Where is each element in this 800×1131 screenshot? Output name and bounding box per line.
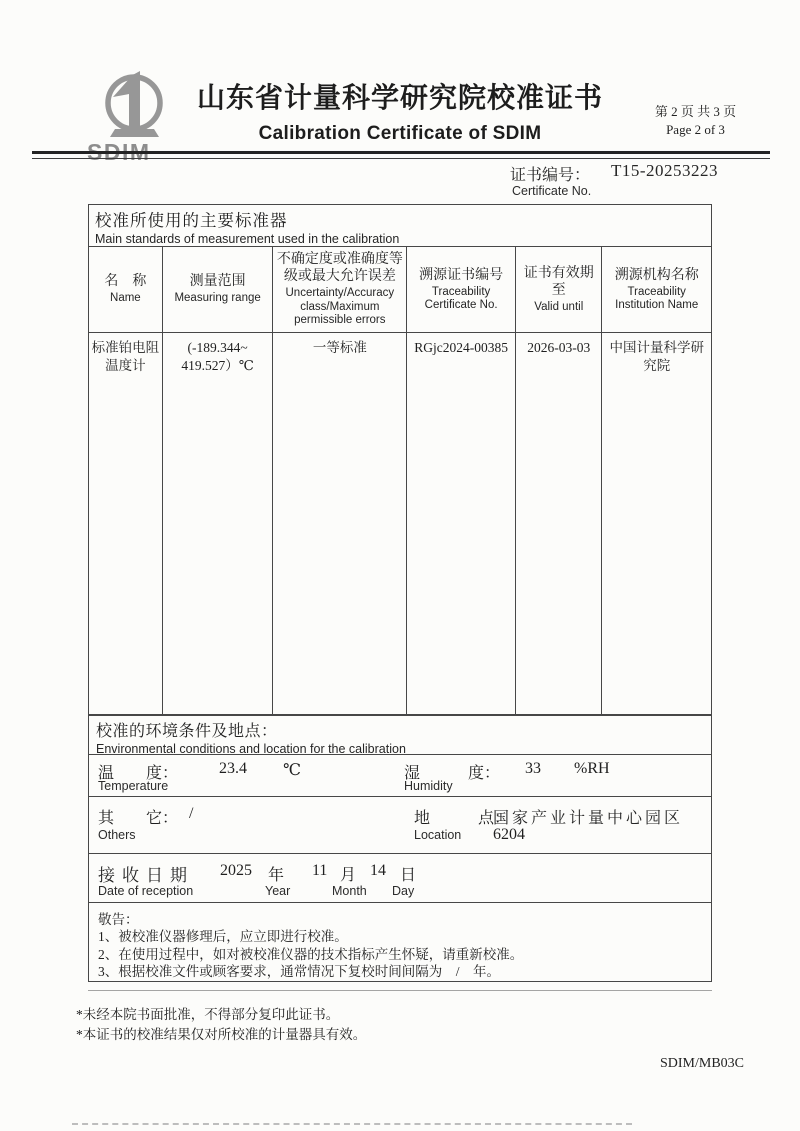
cell-institution: 中国计量科学研究院 bbox=[601, 333, 710, 715]
temperature-label-cn: 温 度： bbox=[98, 765, 179, 782]
column-header-measuring-range: 测量范围 Measuring range bbox=[162, 247, 273, 332]
header-double-rule bbox=[32, 151, 770, 159]
temperature-label-en: Temperature bbox=[98, 779, 169, 793]
standards-table-header-row bbox=[89, 247, 711, 333]
title-english: Calibration Certificate of SDIM bbox=[258, 123, 542, 144]
cell-uncertainty: 一等标准 bbox=[272, 333, 406, 715]
scan-artifact-line bbox=[72, 1123, 632, 1125]
certificate-no-label-en: Certificate No. bbox=[512, 184, 592, 198]
humidity-label-en: Humidity bbox=[404, 779, 453, 793]
document-code: SDIM/MB03C bbox=[660, 1056, 745, 1071]
column-header-uncertainty: 不确定度或准确度等级或最大允许误差 Uncertainty/Accuracy class/Maximum permissible errors bbox=[272, 247, 406, 332]
column-header-traceability-no: 溯源证书编号 Traceability Certificate No. bbox=[406, 247, 515, 332]
cell-valid-until: 2026-03-03 bbox=[515, 333, 601, 715]
location-label-en: Location bbox=[414, 828, 462, 842]
temperature-humidity-row bbox=[88, 754, 712, 797]
certificate-no-value: T15-20253223 bbox=[611, 161, 719, 180]
location-value-line2: 6204 bbox=[493, 826, 525, 843]
reception-month-en: Month bbox=[332, 884, 367, 898]
reception-day-en: Day bbox=[392, 884, 415, 898]
others-label-en: Others bbox=[98, 828, 136, 842]
cell-standard-name: 标准铂电阻温度计 bbox=[91, 340, 160, 373]
environment-title-en: Environmental conditions and location for the calibration bbox=[96, 742, 406, 756]
notice-item-3: 3、根据校准文件或顾客要求，通常情况下复校时间间隔为 / 年。 bbox=[98, 964, 500, 979]
title-chinese: 山东省计量科学研究院校准证书 bbox=[196, 83, 603, 114]
logo-text: SDIM bbox=[87, 139, 151, 164]
reception-month-value: 11 bbox=[312, 862, 328, 879]
environment-title-cn: 校准的环境条件及地点： bbox=[96, 723, 278, 740]
others-value: / bbox=[189, 805, 194, 822]
humidity-label-cn: 湿 度： bbox=[404, 765, 501, 782]
notice-title: 敬告： bbox=[98, 912, 139, 927]
standards-table-data-row bbox=[89, 333, 711, 715]
page-number-block bbox=[633, 103, 758, 139]
footnote-2: *本证书的校准结果仅对所校准的计量器具有效。 bbox=[76, 1027, 367, 1042]
standards-table-title-en: Main standards of measurement used in the calibration bbox=[95, 232, 400, 246]
reception-day-cn: 日 bbox=[400, 867, 417, 884]
temperature-value: 23.4 bbox=[219, 760, 247, 777]
certificate-no-label-cn: 证书编号： bbox=[510, 167, 591, 184]
standards-table bbox=[88, 204, 712, 716]
reception-year-en: Year bbox=[265, 884, 291, 898]
others-location-row bbox=[88, 796, 712, 854]
footnotes bbox=[76, 1005, 366, 1045]
cell-measuring-range: (-189.344~ 419.527）℃ bbox=[162, 333, 273, 715]
footnote-1: *未经本院书面批准，不得部分复印此证书。 bbox=[76, 1007, 340, 1022]
reception-date-row bbox=[88, 853, 712, 903]
column-header-valid-until: 证书有效期至 Valid until bbox=[515, 247, 601, 332]
humidity-value: 33 bbox=[525, 760, 541, 777]
reception-year-cn: 年 bbox=[268, 867, 285, 884]
others-label-cn: 其 它： bbox=[98, 810, 179, 827]
notice-box bbox=[88, 902, 712, 982]
page-number-en: Page 2 of 3 bbox=[666, 122, 725, 137]
humidity-unit: %RH bbox=[574, 760, 610, 777]
reception-day-value: 14 bbox=[370, 862, 386, 879]
column-header-name: 名 称 Name bbox=[104, 274, 147, 305]
reception-year-value: 2025 bbox=[220, 862, 252, 879]
location-value-line1: 国家产业计量中心园区 bbox=[493, 810, 684, 827]
reception-label-cn: 接收日期 bbox=[98, 866, 194, 885]
temperature-unit: ℃ bbox=[283, 762, 301, 779]
notice-item-1: 1、被校准仪器修理后，应立即进行校准。 bbox=[98, 929, 348, 944]
page-number-cn: 第 2 页 共 3 页 bbox=[654, 104, 737, 119]
reception-month-cn: 月 bbox=[340, 867, 357, 884]
notice-item-2: 2、在使用过程中，如对被校准仪器的技术指标产生怀疑，请重新校准。 bbox=[98, 946, 524, 962]
location-label-cn: 地 点： bbox=[414, 810, 511, 827]
cell-traceability-no: RGjc2024-00385 bbox=[406, 333, 515, 715]
standards-table-title-cn: 校准所使用的主要标准器 bbox=[95, 211, 288, 230]
environment-section-title bbox=[88, 714, 712, 755]
column-header-institution: 溯源机构名称 Traceability Institution Name bbox=[601, 247, 710, 332]
scan-shadow-line bbox=[88, 990, 712, 991]
reception-label-en: Date of reception bbox=[98, 884, 194, 898]
standards-table-title bbox=[89, 205, 711, 247]
document-title-block bbox=[165, 76, 635, 145]
